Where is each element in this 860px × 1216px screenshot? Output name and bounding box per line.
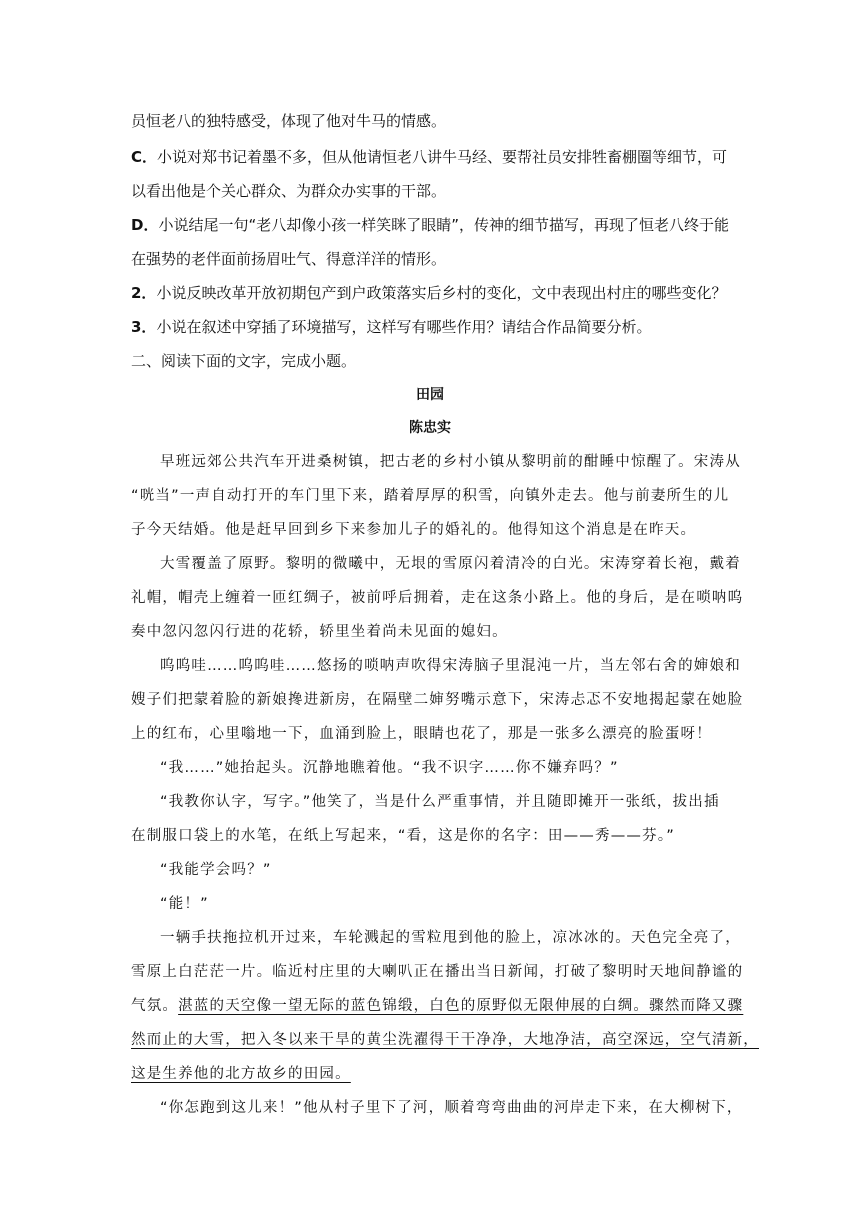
underlined-passage-part-3: 这是生养他的北方故乡的田园。 — [131, 1066, 351, 1082]
underlined-passage-part-1: 湛蓝的天空像一望无际的蓝色锦缎，白色的原野似无限伸展的白绸。骤然而降又骤 — [178, 998, 744, 1014]
paragraph-1-line-2: “咣当”一声自动打开的车门里下来，踏着厚厚的积雪，向镇外走去。他与前妻所生的儿 — [131, 488, 730, 504]
paragraph-3-line-1: 呜呜哇……呜呜哇……悠扬的唢呐声吹得宋涛脑子里混沌一片，当左邻右舍的婶娘和 — [160, 658, 741, 674]
question-3 — [131, 316, 651, 337]
paragraph-1-line-1: 早班远郊公共汽车开进桑树镇，把古老的乡村小镇从黎明前的酣睡中惊醒了。宋涛从 — [160, 454, 741, 470]
option-d-text: 小说结尾一句“老八却像小孩一样笑眯了眼睛”，传神的细节描写，再现了恒老八终于能 — [158, 216, 729, 234]
paragraph-1-line-3: 子今天结婚。他是赶早回到乡下来参加儿子的婚礼的。他得知这个消息是在昨天。 — [131, 522, 697, 538]
paragraph-5-line-2: 在制服口袋上的水笔，在纸上写起来，“看，这是你的名字：田——秀——芬。” — [131, 828, 675, 844]
option-d-label: D． — [131, 216, 159, 234]
option-d-line2: 在强势的老伴面前扬眉吐气、得意洋洋的情形。 — [131, 250, 447, 268]
option-c-line2: 以看出他是个关心群众、为群众办实事的干部。 — [131, 182, 447, 200]
paragraph-5-line-1: “我教你认字，写字。”他笑了，当是什么严重事情，并且随即摊开一张纸，拔出插 — [160, 794, 720, 810]
option-c — [131, 146, 727, 167]
paragraph-2-line-2: 礼帽，帽壳上缠着一匝红绸子，被前呼后拥着，走在这条小路上。他的身后，是在唢呐呜 — [131, 590, 744, 606]
question-2 — [131, 282, 726, 303]
paragraph-7: “能！” — [160, 896, 209, 912]
paragraph-2-line-3: 奏中忽闪忽闪行进的花轿，轿里坐着尚未见面的媳妇。 — [131, 624, 508, 640]
option-c-label: C． — [131, 148, 158, 166]
question-2-label: 2． — [131, 284, 157, 302]
paragraph-3-line-2: 嫂子们把蒙着脸的新娘搀进新房，在隔壁二婶努嘴示意下，宋涛忐忑不安地揭起蒙在她脸 — [131, 692, 744, 708]
paragraph-8-line-3 — [131, 994, 743, 1015]
paragraph-4: “我……”她抬起头。沉静地瞧着他。“我不识字……你不嫌弃吗？” — [160, 760, 619, 776]
question-2-text: 小说反映改革开放初期包产到户政策落实后乡村的变化，文中表现出村庄的哪些变化？ — [156, 284, 727, 302]
underlined-passage-part-2: 然而止的大雪，把入冬以来干旱的黄尘洗濯得干干净净，大地净洁，高空深远，空气清新， — [131, 1032, 759, 1048]
paragraph-3-line-3: 上的红布，心里嗡地一下，血涌到脸上，眼睛也花了，那是一张多么漂亮的脸蛋呀！ — [131, 726, 712, 742]
paragraph-2-line-1: 大雪覆盖了原野。黎明的微曦中，无垠的雪原闪着清冷的白光。宋涛穿着长袍，戴着 — [160, 556, 741, 572]
paragraph-8-line-1: 一辆手扶拖拉机开过来，车轮溅起的雪粒甩到他的脸上，凉冰冰的。天色完全亮了， — [160, 930, 741, 946]
story-author: 陈忠实 — [409, 420, 451, 436]
option-c-text: 小说对郑书记着墨不多，但从他请恒老八讲牛马经、要帮社员安排牲畜棚圈等细节，可 — [157, 148, 728, 166]
option-d — [131, 214, 729, 235]
paragraph-9: “你怎跑到这儿来！”他从村子里下了河，顺着弯弯曲曲的河岸走下来，在大柳树下， — [160, 1100, 743, 1116]
story-title: 田园 — [416, 387, 444, 403]
paragraph-8-line-2: 雪原上白茫茫一片。临近村庄里的大喇叭正在播出当日新闻，打破了黎明时天地间静谧的 — [131, 964, 744, 980]
question-3-label: 3． — [131, 318, 157, 336]
paragraph-6: “我能学会吗？” — [160, 862, 272, 878]
option-b-continuation: 员恒老八的独特感受，体现了他对牛马的情感。 — [131, 112, 447, 130]
question-3-text: 小说在叙述中穿插了环境描写，这样写有哪些作用？请结合作品简要分析。 — [156, 318, 652, 336]
paragraph-8-line-3-plain: 气氛。 — [131, 998, 179, 1014]
section-heading: 二、阅读下面的文字，完成小题。 — [131, 352, 357, 370]
